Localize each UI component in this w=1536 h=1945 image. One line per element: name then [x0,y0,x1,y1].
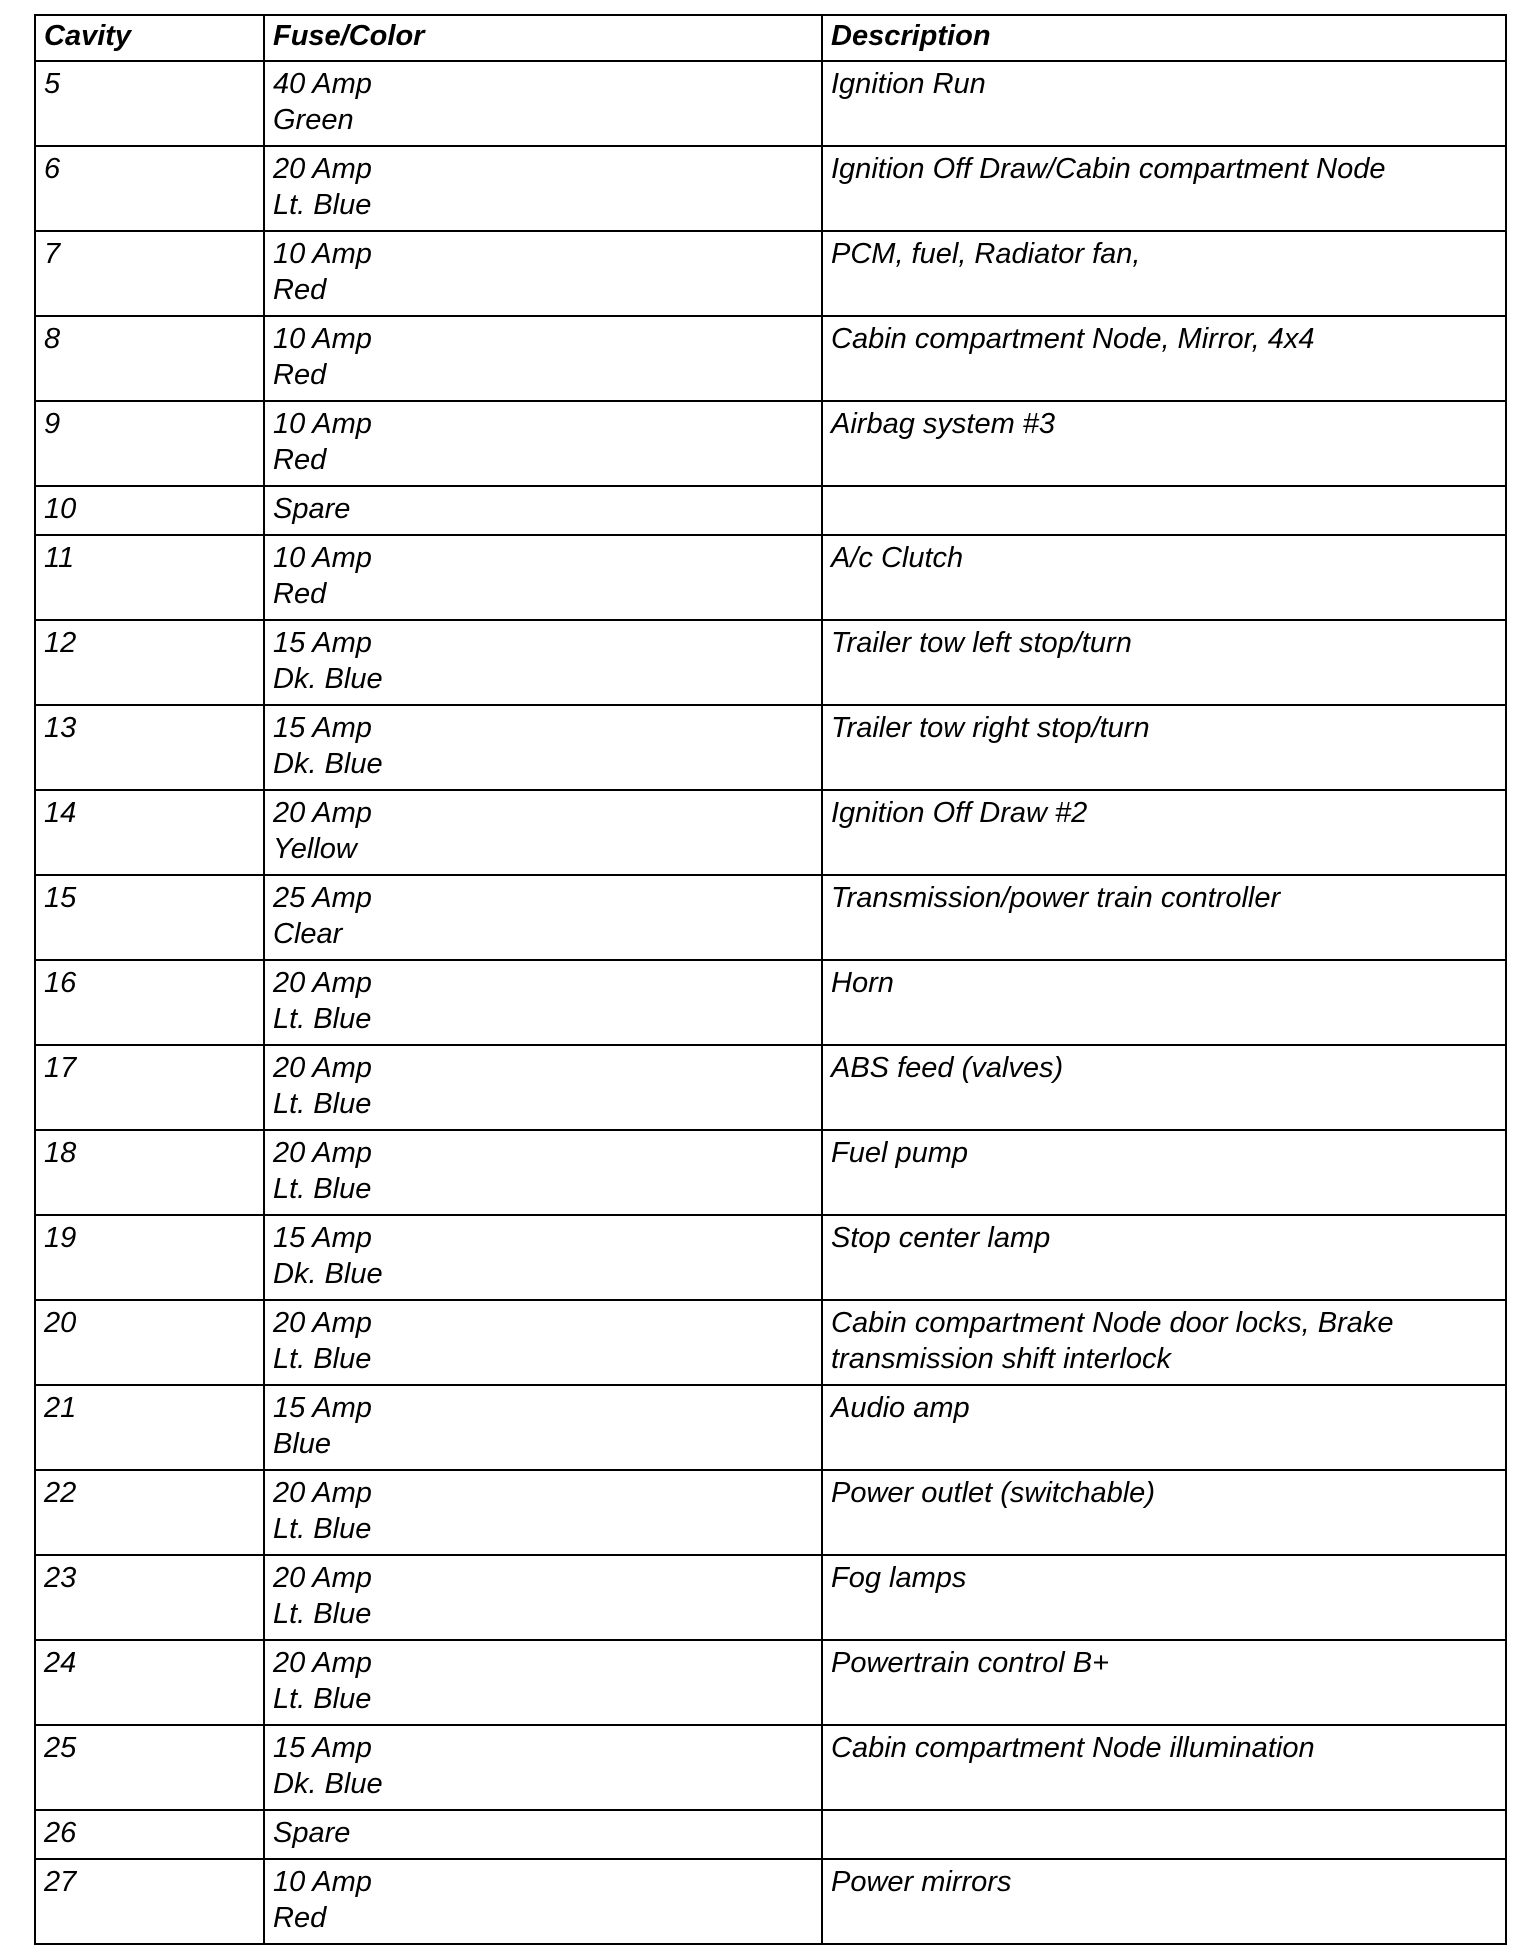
fuse-rating: 20 Amp [273,1137,372,1169]
fuse-color-cell [264,401,822,486]
table-row [35,1470,1506,1555]
description-text: Power mirrors [831,1866,1012,1898]
table-row [35,61,1506,146]
fuse-color-cell [264,1045,822,1130]
column-header-cavity: Cavity [35,15,264,61]
description-text: PCM, fuel, Radiator fan, [831,238,1141,270]
cavity-cell: 14 [35,790,264,875]
table-row [35,1859,1506,1944]
fuse-color-cell [264,316,822,401]
fuse-color-cell [264,1725,822,1810]
fuse-color-cell [264,146,822,231]
fuse-color: Dk. Blue [273,748,383,780]
fuse-rating: 10 Amp [273,1866,372,1898]
description-text: Ignition Run [831,68,986,100]
description-text: Ignition Off Draw/Cabin compartment Node [831,153,1386,185]
cavity-cell: 27 [35,1859,264,1944]
fuse-color-cell [264,1470,822,1555]
description-text: Cabin compartment Node door locks, Brake [831,1307,1394,1339]
table-row [35,146,1506,231]
description-text: Power outlet (switchable) [831,1477,1155,1509]
description-cell [822,61,1506,146]
table-row [35,316,1506,401]
fuse-color: Dk. Blue [273,663,383,695]
fuse-color: Lt. Blue [273,1003,372,1035]
fuse-rating: 10 Amp [273,542,372,574]
description-cell [822,875,1506,960]
table-row [35,486,1506,535]
description-cell [822,1045,1506,1130]
fuse-color-cell [264,1385,822,1470]
fuse-color-cell [264,790,822,875]
description-cell [822,705,1506,790]
table-row [35,535,1506,620]
column-header-fuse-color: Fuse/Color [264,15,822,61]
description-cell [822,146,1506,231]
fuse-rating: 15 Amp [273,627,372,659]
cavity-cell: 24 [35,1640,264,1725]
fuse-rating: 20 Amp [273,153,372,185]
description-cell [822,1385,1506,1470]
description-cell [822,486,1506,535]
fuse-color-cell [264,875,822,960]
fuse-color-cell [264,1130,822,1215]
table-row [35,1045,1506,1130]
cavity-cell: 11 [35,535,264,620]
cavity-cell: 16 [35,960,264,1045]
fuse-color: Red [273,359,327,391]
table-body [35,61,1506,1944]
cavity-cell: 18 [35,1130,264,1215]
description-cell [822,1810,1506,1859]
fuse-color: Lt. Blue [273,1343,372,1375]
description-cell [822,1470,1506,1555]
description-text: Ignition Off Draw #2 [831,797,1088,829]
fuse-color: Lt. Blue [273,1513,372,1545]
description-text: Stop center lamp [831,1222,1051,1254]
column-header-description: Description [822,15,1506,61]
fuse-color: Yellow [273,833,357,865]
description-text-continued: transmission shift interlock [831,1343,1172,1375]
description-text: Cabin compartment Node, Mirror, 4x4 [831,323,1315,355]
fuse-rating: 15 Amp [273,1732,372,1764]
cavity-cell: 8 [35,316,264,401]
fuse-color: Clear [273,918,343,950]
fuse-rating: 20 Amp [273,1647,372,1679]
description-cell [822,1130,1506,1215]
description-cell [822,1859,1506,1944]
table-header-row [35,15,1506,61]
fuse-color-cell [264,486,822,535]
fuse-rating: Spare [273,1817,351,1849]
fuse-rating: 10 Amp [273,408,372,440]
description-text: Transmission/power train controller [831,882,1281,914]
fuse-color-cell [264,1859,822,1944]
description-text: Cabin compartment Node illumination [831,1732,1315,1764]
cavity-cell: 7 [35,231,264,316]
description-text: A/c Clutch [831,542,964,574]
fuse-color: Lt. Blue [273,189,372,221]
table-row [35,1640,1506,1725]
cavity-cell: 13 [35,705,264,790]
fuse-color: Lt. Blue [273,1598,372,1630]
fuse-rating: 15 Amp [273,712,372,744]
description-cell [822,1640,1506,1725]
table-row [35,620,1506,705]
table-row [35,875,1506,960]
fuse-color-cell [264,620,822,705]
fuse-rating: 10 Amp [273,238,372,270]
fuse-color: Red [273,444,327,476]
fuse-color-cell [264,705,822,790]
fuse-rating: 40 Amp [273,68,372,100]
cavity-cell: 19 [35,1215,264,1300]
description-cell [822,1725,1506,1810]
description-cell [822,316,1506,401]
description-text: Fuel pump [831,1137,969,1169]
description-cell [822,401,1506,486]
cavity-cell: 5 [35,61,264,146]
description-cell [822,231,1506,316]
description-cell [822,1555,1506,1640]
description-text: Trailer tow left stop/turn [831,627,1132,659]
fuse-table [34,14,1507,1945]
description-cell [822,620,1506,705]
fuse-rating: 25 Amp [273,882,372,914]
cavity-cell: 21 [35,1385,264,1470]
fuse-color: Red [273,578,327,610]
table-row [35,960,1506,1045]
fuse-rating: 20 Amp [273,1477,372,1509]
cavity-cell: 12 [35,620,264,705]
table-row [35,231,1506,316]
fuse-color-cell [264,1810,822,1859]
fuse-color: Red [273,1902,327,1934]
fuse-color: Lt. Blue [273,1088,372,1120]
description-cell [822,960,1506,1045]
table-row [35,401,1506,486]
cavity-cell: 23 [35,1555,264,1640]
table-row [35,1555,1506,1640]
fuse-color-cell [264,1300,822,1385]
description-text: ABS feed (valves) [831,1052,1064,1084]
fuse-color: Red [273,274,327,306]
table-row [35,1215,1506,1300]
cavity-cell: 22 [35,1470,264,1555]
description-text: Airbag system #3 [831,408,1056,440]
fuse-rating: 20 Amp [273,967,372,999]
fuse-color: Dk. Blue [273,1768,383,1800]
table-row [35,705,1506,790]
fuse-rating: 15 Amp [273,1392,372,1424]
fuse-color: Lt. Blue [273,1683,372,1715]
fuse-rating: 10 Amp [273,323,372,355]
description-cell [822,790,1506,875]
cavity-cell: 10 [35,486,264,535]
fuse-rating: 20 Amp [273,1562,372,1594]
table-row [35,1810,1506,1859]
fuse-color-cell [264,231,822,316]
fuse-rating: 20 Amp [273,797,372,829]
description-cell [822,535,1506,620]
fuse-color: Dk. Blue [273,1258,383,1290]
cavity-cell: 6 [35,146,264,231]
table-row [35,1300,1506,1385]
description-text: Audio amp [831,1392,970,1424]
fuse-color-cell [264,960,822,1045]
fuse-color-cell [264,1555,822,1640]
fuse-color-cell [264,1640,822,1725]
table-row [35,1725,1506,1810]
table-row [35,790,1506,875]
description-cell [822,1215,1506,1300]
fuse-color-cell [264,61,822,146]
description-text: Trailer tow right stop/turn [831,712,1150,744]
fuse-rating: 20 Amp [273,1307,372,1339]
fuse-color: Blue [273,1428,332,1460]
fuse-rating: 20 Amp [273,1052,372,1084]
description-text: Fog lamps [831,1562,967,1594]
fuse-color: Lt. Blue [273,1173,372,1205]
description-text: Horn [831,967,894,999]
cavity-cell: 17 [35,1045,264,1130]
table-row [35,1130,1506,1215]
description-text: Powertrain control B+ [831,1647,1110,1679]
cavity-cell: 15 [35,875,264,960]
table-row [35,1385,1506,1470]
fuse-color-cell [264,1215,822,1300]
cavity-cell: 26 [35,1810,264,1859]
cavity-cell: 20 [35,1300,264,1385]
description-cell [822,1300,1506,1385]
fuse-rating: 15 Amp [273,1222,372,1254]
fuse-color: Green [273,104,354,136]
cavity-cell: 25 [35,1725,264,1810]
cavity-cell: 9 [35,401,264,486]
fuse-color-cell [264,535,822,620]
fuse-rating: Spare [273,493,351,525]
